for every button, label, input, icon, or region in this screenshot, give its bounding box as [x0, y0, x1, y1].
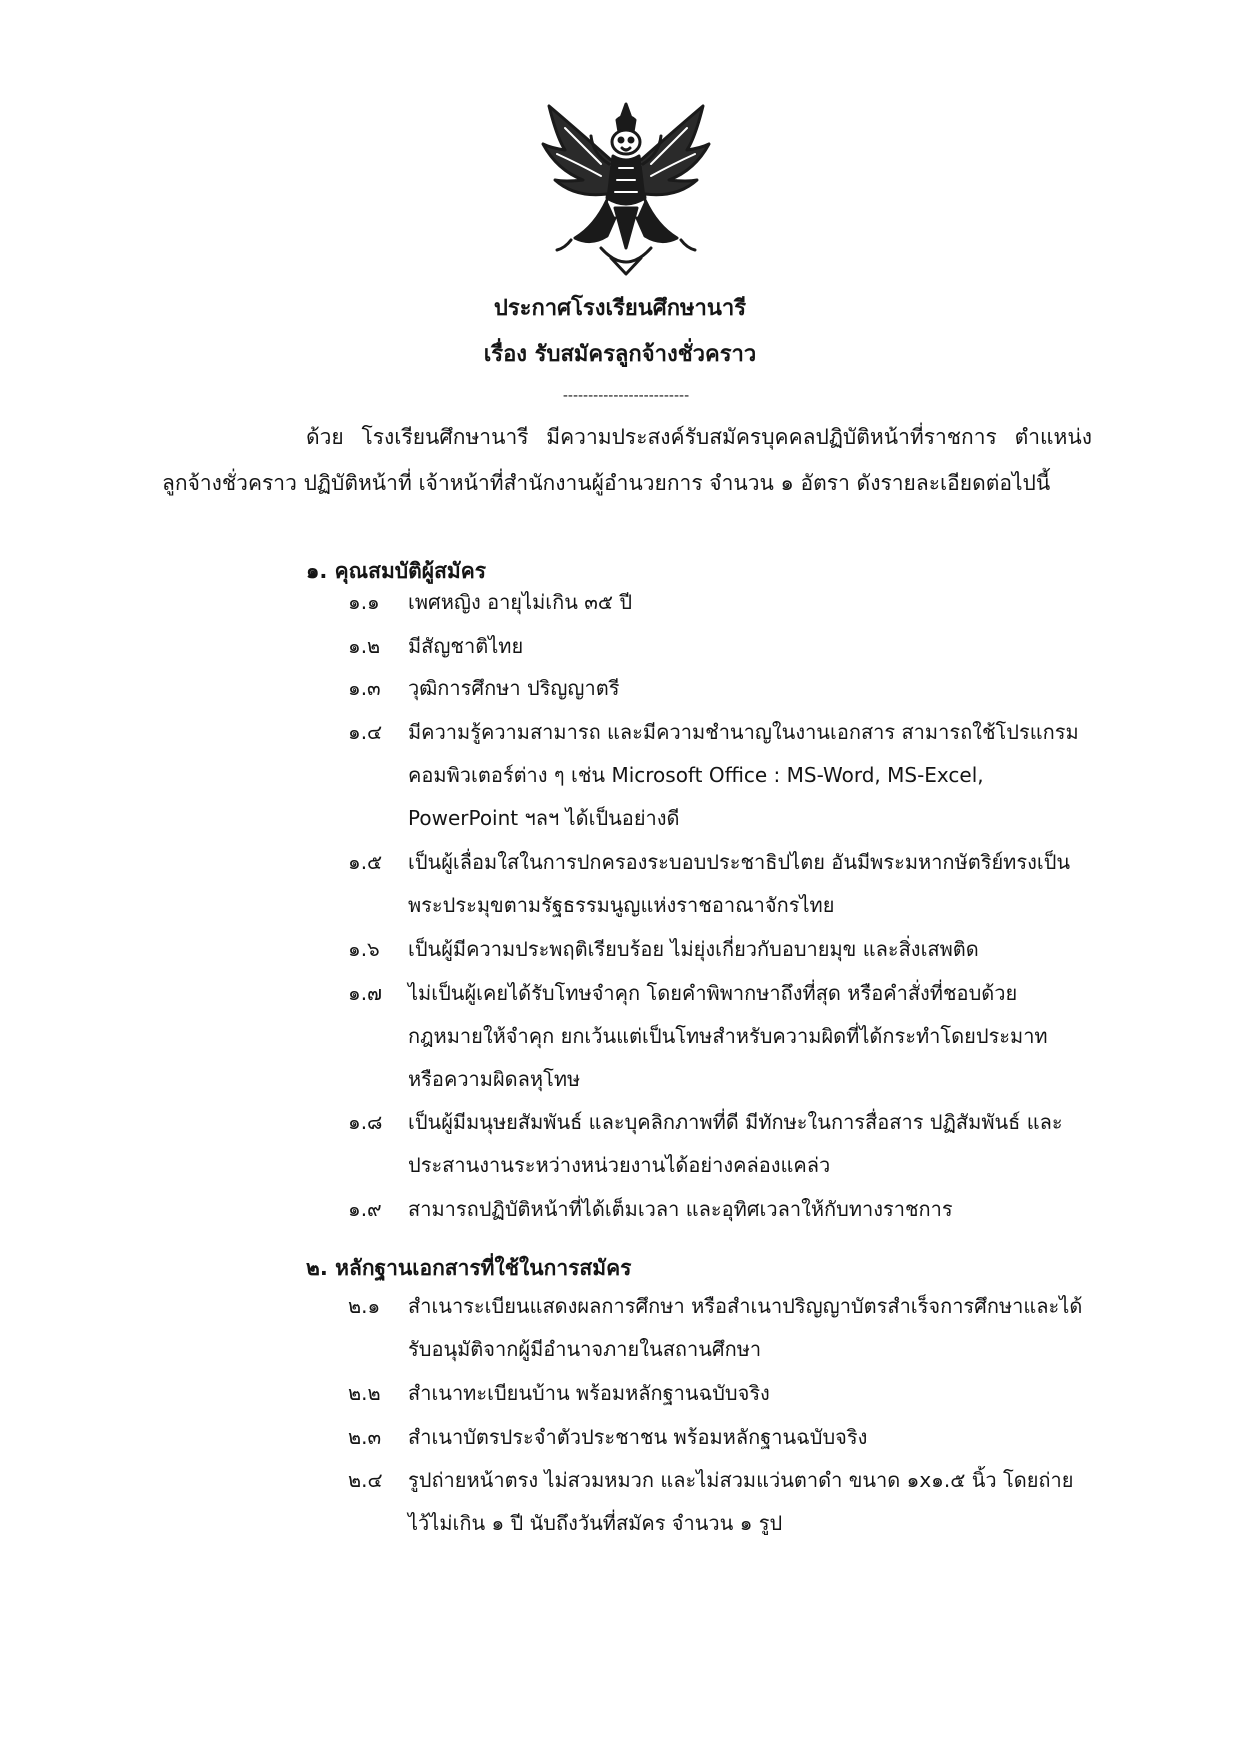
item-number: ๑.๕: [348, 850, 383, 874]
item-text: ไม่เป็นผู้เคยได้รับโทษจำคุก โดยคำพิพากษาถึงที่สุด หรือคำสั่งที่ชอบด้วยกฎหมายให้จำคุก ยกเว้นแต่เป็นโทษสำหรับความผิดที่ได้กระทำโดยประมาท หรือความผิดลหุโทษ: [408, 981, 1048, 1091]
item-text: วุฒิการศึกษา ปริญญาตรี: [408, 676, 620, 700]
item-number: ๑.๒: [348, 634, 381, 658]
item-text: เพศหญิง อายุไม่เกิน ๓๕ ปี: [408, 590, 633, 614]
item-number: ๑.๑: [348, 590, 380, 614]
announcement-subject: เรื่อง รับสมัครลูกจ้างชั่วคราว: [483, 342, 757, 367]
item-number: ๒.๑: [348, 1294, 381, 1318]
list-item: [348, 972, 1088, 1101]
item-text: สำเนาทะเบียนบ้าน พร้อมหลักฐานฉบับจริง: [408, 1381, 770, 1405]
item-text: เป็นผู้มีมนุษยสัมพันธ์ และบุคลิกภาพที่ดี มีทักษะในการสื่อสาร ปฏิสัมพันธ์ และประสานงานระหว่างหน่วยงานได้อย่างคล่องแคล่ว: [408, 1110, 1063, 1177]
item-text: สามารถปฏิบัติหน้าที่ได้เต็มเวลา และอุทิศเวลาให้กับทางราชการ: [408, 1197, 953, 1221]
garuda-emblem-icon: [535, 98, 717, 278]
list-item: [348, 841, 1088, 927]
item-text: สำเนาบัตรประจำตัวประชาชน พร้อมหลักฐานฉบับจริง: [408, 1425, 868, 1449]
list-item: [348, 667, 1088, 710]
item-number: ๑.๗: [348, 981, 383, 1005]
list-item: [348, 1188, 1088, 1231]
item-number: ๒.๔: [348, 1468, 383, 1492]
item-text: มีสัญชาติไทย: [408, 634, 524, 658]
list-item: [348, 1416, 1088, 1459]
item-number: ๒.๓: [348, 1425, 382, 1449]
list-item: [348, 1459, 1088, 1545]
item-number: ๑.๔: [348, 720, 383, 744]
section2-heading: ๒. หลักฐานเอกสารที่ใช้ในการสมัคร: [306, 1256, 632, 1280]
list-item: [348, 711, 1088, 840]
item-number: ๑.๘: [348, 1110, 383, 1134]
intro-paragraph: ด้วย โรงเรียนศึกษานารี มีความประสงค์รับสมัครบุคคลปฏิบัติหน้าที่ราชการ ตำแหน่ง ลูกจ้างชั่วคราว ปฏิบัติหน้าที่ เจ้าหน้าที่สำนักงานผู้อำนวยการ จำนวน ๑ อัตรา ดังรายละเอียดต่อไปนี้: [162, 425, 1092, 495]
item-number: ๑.๓: [348, 676, 381, 700]
list-item: [348, 625, 1088, 668]
title-separator: -------------------------: [562, 388, 690, 404]
list-item: [348, 1285, 1088, 1371]
item-number: ๒.๒: [348, 1381, 381, 1405]
item-text: รูปถ่ายหน้าตรง ไม่สวมหมวก และไม่สวมแว่นตาดำ ขนาด ๑x๑.๕ นิ้ว โดยถ่ายไว้ไม่เกิน ๑ ปี นับถึงวันที่สมัคร จำนวน ๑ รูป: [408, 1468, 1074, 1535]
item-number: ๑.๖: [348, 937, 380, 961]
item-number: ๑.๙: [348, 1197, 382, 1221]
item-text: สำเนาระเบียนแสดงผลการศึกษา หรือสำเนาปริญญาบัตรสำเร็จการศึกษาและได้รับอนุมัติจากผู้มีอำนาจภายในสถานศึกษา: [408, 1294, 1083, 1361]
item-text: มีความรู้ความสามารถ และมีความชำนาญในงานเอกสาร สามารถใช้โปรแกรมคอมพิวเตอร์ต่าง ๆ เช่น Microsoft Office : MS-Word, MS-Excel, PowerPoint ฯลฯ ได้เป็นอย่างดี: [408, 720, 1079, 830]
item-text: เป็นผู้เลื่อมใสในการปกครองระบอบประชาธิปไตย อันมีพระมหากษัตริย์ทรงเป็นพระประมุขตามรัฐธรรมนูญแห่งราชอาณาจักรไทย: [408, 850, 1071, 917]
list-item: [348, 1372, 1088, 1415]
list-item: [348, 581, 1088, 624]
announcement-title: ประกาศโรงเรียนศึกษานารี: [493, 296, 747, 321]
section1-heading: ๑. คุณสมบัติผู้สมัคร: [306, 559, 487, 583]
item-text: เป็นผู้มีความประพฤติเรียบร้อย ไม่ยุ่งเกี่ยวกับอบายมุข และสิ่งเสพติด: [408, 937, 979, 961]
list-item: [348, 1101, 1088, 1187]
list-item: [348, 928, 1088, 971]
